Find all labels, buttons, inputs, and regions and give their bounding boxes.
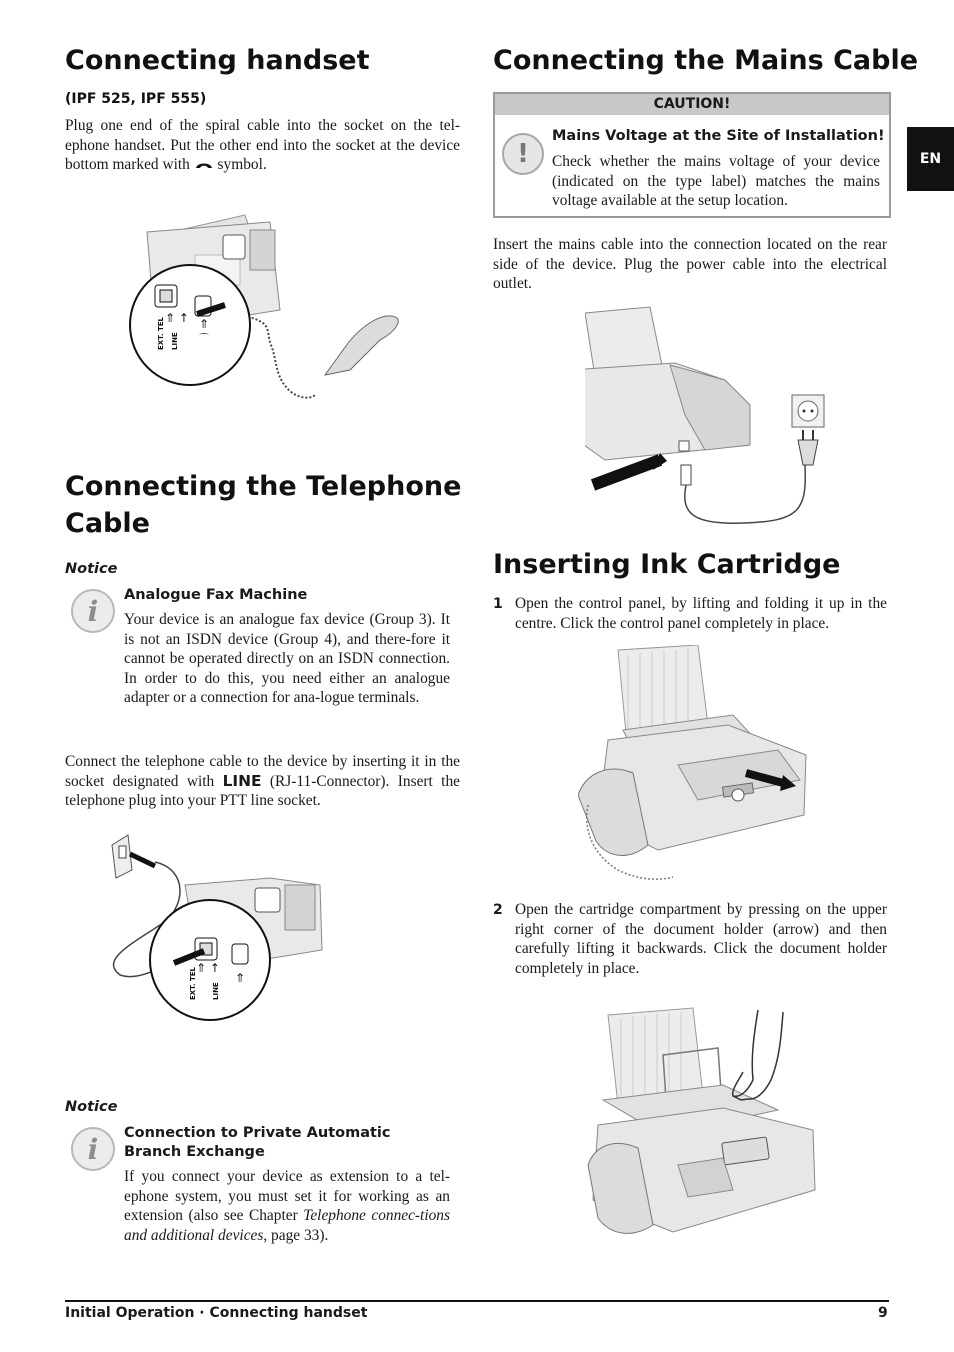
- step-number-1: 1: [493, 596, 503, 612]
- pabx-title-line2: Branch Exchange: [124, 1144, 265, 1160]
- warning-icon: !: [502, 133, 544, 175]
- caution-text: Check whether the mains voltage of your device (indicated on the type label) matches the mains voltage available at the setup location.: [552, 153, 880, 209]
- cartridge-compartment-illustration: [583, 1000, 818, 1265]
- telephone-cable-illustration: [100, 830, 330, 1025]
- handset-instructions: [65, 116, 460, 175]
- line-socket-label: LINE: [222, 771, 262, 790]
- footer-rule: [65, 1300, 889, 1302]
- pabx-text: If you connect your device as extension to a tel-ephone system, you must set it for working as an extension (also see Chapter: [124, 1168, 450, 1224]
- telephone-cable-instructions: [65, 752, 460, 811]
- port-label-line: LINE: [171, 332, 179, 350]
- caution-title: Mains Voltage at the Site of Installation!: [552, 128, 885, 144]
- section-title-ink-cartridge: Inserting Ink Cartridge: [493, 549, 841, 580]
- notice-title-analogue: Analogue Fax Machine: [124, 587, 308, 603]
- handset-text: Plug one end of the spiral cable into the socket on the tel-ephone handset. Put the other end into the socket at the device bottom marked with: [65, 117, 460, 173]
- telephone-cable-title-line2: Cable: [65, 508, 150, 539]
- port-label-ext-tel-2: EXT. TEL: [189, 966, 197, 1000]
- language-tab-label: EN: [919, 151, 942, 167]
- telephone-cable-title-line1: Connecting the Telephone: [65, 471, 462, 502]
- port-label-ext-tel: EXT. TEL: [157, 316, 165, 350]
- info-icon: i: [71, 1127, 115, 1171]
- step-text-1: Open the control panel, by lifting and folding it up in the centre. Click the control panel completely in place.: [515, 595, 887, 632]
- mains-cable-illustration: [585, 305, 845, 530]
- page-number: 9: [878, 1305, 888, 1321]
- section-title-connecting-handset: Connecting handset: [65, 45, 370, 76]
- section-title-telephone-cable: [65, 468, 461, 542]
- step-text-2: Open the cartridge compartment by pressing on the upper right corner of the document holder (arrow) and then carefully lifting it backwards. Click the document holder completely in place.: [515, 901, 887, 977]
- handset-text-end: symbol.: [217, 156, 267, 173]
- mains-cable-instructions: Insert the mains cable into the connection located on the rear side of the device. Plug the power cable into the electrical outlet.: [493, 236, 887, 292]
- svg-text:⇑ ↑: ⇑ ↑: [196, 961, 220, 975]
- pabx-title-line1: Connection to Private Automatic: [124, 1125, 391, 1141]
- language-tab[interactable]: [907, 127, 954, 191]
- svg-text:⇑: ⇑: [235, 971, 246, 985]
- svg-text:⌒: ⌒: [199, 334, 209, 345]
- caution-box: [493, 92, 891, 218]
- svg-text:⇑ ↑: ⇑ ↑: [165, 311, 189, 325]
- notice-text-analogue: Your device is an analogue fax device (Group 3). It is not an ISDN device (Group 4), and there-fore it cannot be operated directly on an ISDN connection. In order to do this, you need either an analogue adapter or a connection for ana-logue terminals.: [124, 611, 450, 706]
- section-title-mains-cable: Connecting the Mains Cable: [493, 45, 919, 76]
- pabx-text-end: , page 33).: [263, 1226, 329, 1244]
- notice-label-pabx: Notice: [65, 1099, 118, 1115]
- footer-section-title: Initial Operation · Connecting handset: [65, 1305, 368, 1321]
- control-panel-illustration: [578, 645, 810, 890]
- notice-label: Notice: [65, 561, 118, 577]
- telephone-cable-text: Connect the telephone cable to the device by inserting it in the socket designated with: [65, 753, 460, 790]
- info-icon: i: [71, 589, 115, 633]
- handset-icon: [194, 160, 214, 170]
- port-label-line-2: LINE: [212, 982, 220, 1000]
- caution-header: CAUTION!: [495, 94, 889, 115]
- telephone-cable-text-end: (RJ-11-Connector). Insert the telephone plug into your PTT line socket.: [65, 772, 460, 809]
- svg-text:⇑: ⇑: [199, 317, 210, 331]
- chapter-reference: Telephone connec-tions and additional devices: [124, 1207, 450, 1244]
- notice-text-pabx: [124, 1167, 450, 1245]
- notice-title-pabx: [124, 1124, 390, 1162]
- model-numbers: (IPF 525, IPF 555): [65, 91, 207, 107]
- step-number-2: 2: [493, 902, 503, 918]
- handset-connection-illustration: [125, 210, 410, 405]
